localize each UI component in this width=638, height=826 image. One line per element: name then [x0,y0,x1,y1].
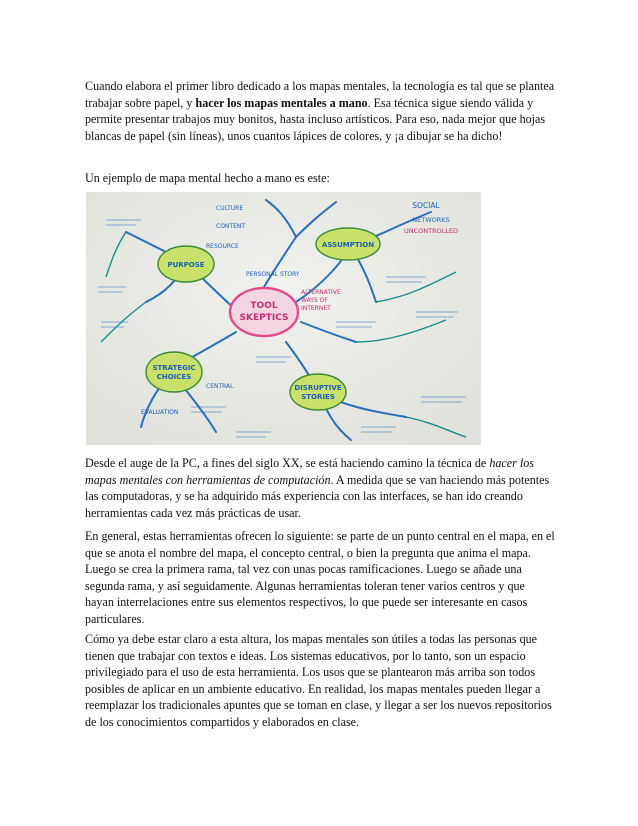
paragraph-example-caption: Un ejemplo de mapa mental hecho a mano es este: [85,171,330,185]
node-evaluation: EVALUATION [141,409,179,416]
node-central: CENTRAL [206,383,234,390]
paragraph-computing-text-2: . A medida que se van haciendo más potentes las computadoras, y se ha adquirido más experiencia con las interfaces, se han ido creando herramientas cada vez más prácticas de usar. [85,472,550,520]
node-alternative-3: INTERNET [301,305,331,312]
node-uncontrolled: UNCONTROLLED [403,227,459,235]
node-assumption: ASSUMPTION [321,241,375,249]
paragraph-tools: En general, estas herramientas ofrecen lo siguiente: se parte de un punto central en el mapa, en el que se anota el nombre del mapa, el concepto central, o bien la pregunta que anima el mapa. Luego se crea la primera rama, tal vez con unas pocas ramificaciones. Luego se añade una segunda rama, y así seguidamente. Algunas herramientas toleran tener varios centros y que hayan interrelaciones entre sus elementos respectivos, lo que puede ser interesante en casos particulares. [85,529,555,626]
node-alternative-1: ALTERNATIVE [301,289,341,296]
paragraph-intro-text-1: Cuando elabora el primer libro dedicado a los mapas mentales, la tecnología es tal que se plantea trabajar sobre papel, y [85,79,555,110]
center-label-2: SKEPTICS [239,313,289,323]
node-strategic-2: CHOICES [156,373,192,381]
paragraph-computing [85,455,555,521]
paragraph-intro [85,78,555,144]
node-alternative-2: WAYS OF [301,297,328,304]
paragraph-computing-text-1: Desde el auge de la PC, a fines del siglo XX, se está haciendo camino la técnica de [85,456,490,470]
node-social: SOCIAL [412,201,440,210]
node-culture: CULTURE [216,205,244,212]
node-disruptive-1: DISRUPTIVE [294,384,342,392]
node-networks: NETWORKS [412,216,450,224]
paragraph-computing-italic: hacer los mapas mentales con herramientas de computación [85,456,535,487]
paragraph-intro-bold: hacer los mapas mentales a mano [195,95,368,110]
paragraph-intro-text-2: . Esa técnica sigue siendo válida y permite presentar trabajos muy bonitos, hasta incluso artísticos. Para eso, nada mejor que hojas blancas de papel (sin líneas), unos cuantos lápices de colores, y ¡a dibujar se ha dicho! [85,95,546,143]
node-personal-story: PERSONAL STORY [246,271,300,278]
node-purpose: PURPOSE [167,261,205,269]
node-content: CONTENT [216,223,246,230]
mind-map-drawing [86,192,481,445]
node-strategic-1: STRATEGIC [152,364,196,372]
paragraph-education: Cómo ya debe estar claro a esta altura, los mapas mentales son útiles a todas las personas que tienen que trabajar con textos e ideas. Los sistemas educativos, por lo tanto, son un espacio privilegiado para el uso de esta herramienta. Los usos que se plantearon más arriba son todos posibles de aplicar en un ambiente educativo. En realidad, los mapas mentales pueden llegar a reemplazar los tradicionales apuntes que se toman en clase, y llegar a ser los nuevos repositorios de los conocimientos compartidos y elaborados en clase. [85,632,552,729]
node-resource: RESOURCE [206,243,239,250]
handmade-mind-map-photo [86,192,481,445]
node-disruptive-2: STORIES [301,393,335,401]
center-label-1: TOOL [250,301,278,311]
